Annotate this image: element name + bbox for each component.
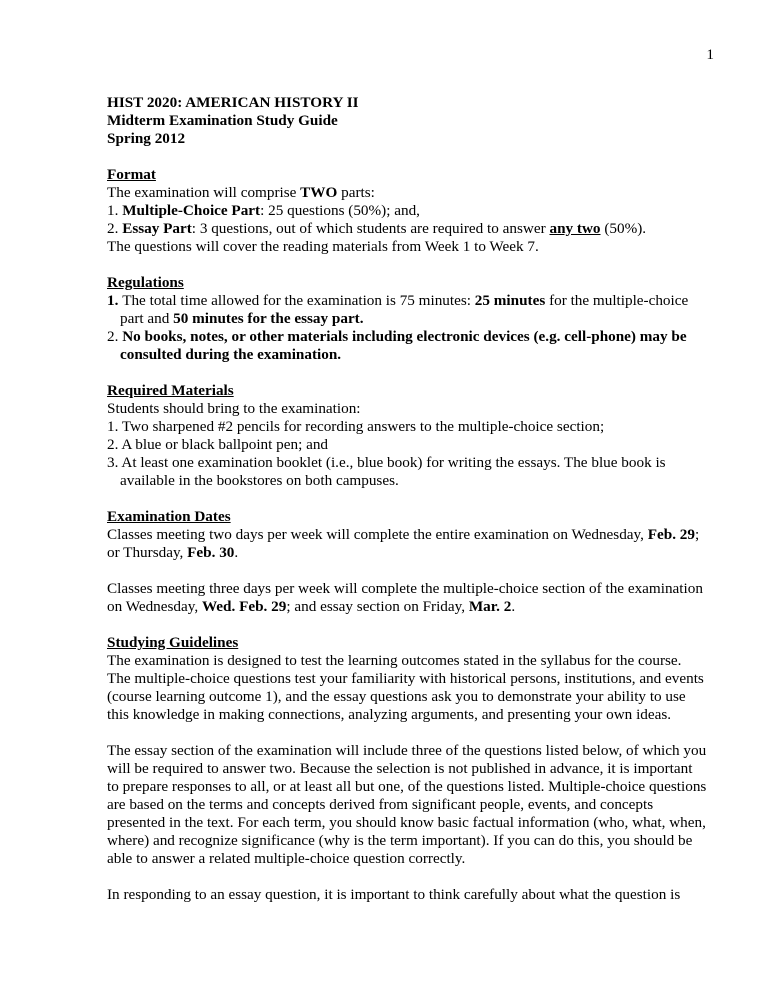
dates-heading: Examination Dates <box>107 508 231 525</box>
guidelines-paragraph-1: The examination is designed to test the learning outcomes stated in the syllabus for the course. The multiple-choice questions test your familiarity with historical persons, institutions, and events (course learning outcome 1), and the essay questions ask you to demonstrate your ability to use this knowledge in making connections, analyzing arguments, and presenting your own ideas. <box>107 652 704 723</box>
materials-intro: Students should bring to the examination: <box>107 400 361 417</box>
guidelines-paragraph-2: The essay section of the examination will include three of the questions listed below, of which you will be required to answer two. Because the selection is not published in advance, it is important to prepare responses to all, or at least all but one, of the questions listed. Multiple-choice questions are based on the terms and concepts derived from significant people, events, and concepts presented in the text. For each term, you should know basic factual information (who, what, when, where) and recognize significance (why is the term important). If you can do this, you should be able to answer a related multiple-choice question correctly. <box>107 742 707 867</box>
materials-item-pen: 2. A blue or black ballpoint pen; and <box>107 436 329 453</box>
regulation-time-limit: 1. The total time allowed for the examination is 75 minutes: 25 minutes for the multiple-choice part and 50 minutes for the essay part. <box>107 292 689 327</box>
course-title: HIST 2020: AMERICAN HISTORY II <box>107 94 359 111</box>
regulations-section <box>107 274 707 364</box>
materials-section <box>107 382 707 490</box>
materials-item-blue-book: 3. At least one examination booklet (i.e., blue book) for writing the essays. The blue book is available in the bookstores on both campuses. <box>107 454 666 489</box>
materials-item-pencils: 1. Two sharpened #2 pencils for recording answers to the multiple-choice section; <box>107 418 605 435</box>
document-subtitle: Midterm Examination Study Guide <box>107 112 338 129</box>
format-intro: The examination will comprise TWO parts: <box>107 184 375 201</box>
format-coverage: The questions will cover the reading materials from Week 1 to Week 7. <box>107 238 539 255</box>
page-number: 1 <box>706 46 714 63</box>
document-body <box>107 94 707 904</box>
regulations-heading: Regulations <box>107 274 184 291</box>
term-label: Spring 2012 <box>107 130 186 147</box>
format-heading: Format <box>107 166 156 183</box>
dates-three-day-classes: Classes meeting three days per week will complete the multiple-choice section of the examination on Wednesday, Wed. Feb. 29; and essay section on Friday, Mar. 2. <box>107 580 703 615</box>
dates-section <box>107 508 707 616</box>
format-item-multiple-choice: 1. Multiple-Choice Part: 25 questions (50%); and, <box>107 202 420 219</box>
materials-heading: Required Materials <box>107 382 234 399</box>
guidelines-paragraph-3: In responding to an essay question, it is important to think carefully about what the question is <box>107 886 681 903</box>
dates-two-day-classes: Classes meeting two days per week will complete the entire examination on Wednesday, Feb. 29; or Thursday, Feb. 30. <box>107 526 700 561</box>
document-header <box>107 94 707 148</box>
format-section <box>107 166 707 256</box>
format-item-essay: 2. Essay Part: 3 questions, out of which students are required to answer any two (50%). <box>107 220 647 237</box>
guidelines-heading: Studying Guidelines <box>107 634 239 651</box>
regulation-no-materials: 2. No books, notes, or other materials including electronic devices (e.g. cell-phone) may be consulted during the examination. <box>107 328 687 363</box>
guidelines-section <box>107 634 707 904</box>
